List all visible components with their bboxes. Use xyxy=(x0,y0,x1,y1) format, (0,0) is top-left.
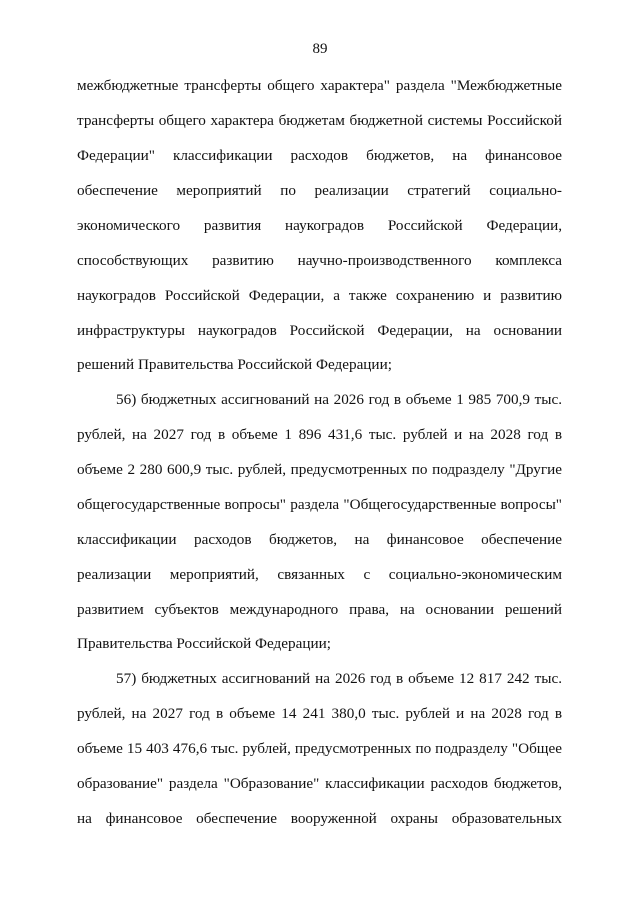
text-line: наукоградов Российской Федерации, а также сохранению и развитию xyxy=(77,287,562,304)
text-line: объеме 2 280 600,9 тыс. рублей, предусмотренных по подразделу "Другие xyxy=(77,461,562,478)
text-line: рублей, на 2027 год в объеме 1 896 431,6 тыс. рублей и на 2028 год в xyxy=(77,426,562,443)
text-line: классификации расходов бюджетов, на финансовое обеспечение xyxy=(77,531,562,548)
text-line: инфраструктуры наукоградов Российской Федерации, на основании xyxy=(77,322,562,339)
text-line: развитием субъектов международного права, на основании решений xyxy=(77,601,562,618)
text-line: рублей, на 2027 год в объеме 14 241 380,0 тыс. рублей и на 2028 год в xyxy=(77,705,562,722)
text-line: обеспечение мероприятий по реализации стратегий социально- xyxy=(77,182,562,199)
text-line: способствующих развитию научно-производственного комплекса xyxy=(77,252,562,269)
text-line: Правительства Российской Федерации; xyxy=(77,635,331,652)
text-line: межбюджетные трансферты общего характера" раздела "Межбюджетные xyxy=(77,77,562,94)
paragraph-start-line: 56) бюджетных ассигнований на 2026 год в объеме 1 985 700,9 тыс. xyxy=(116,391,562,408)
text-line: решений Правительства Российской Федерации; xyxy=(77,356,392,373)
page-number: 89 xyxy=(312,41,328,57)
text-line: на финансовое обеспечение вооруженной охраны образовательных xyxy=(77,810,562,827)
text-line: общегосударственные вопросы" раздела "Общегосударственные вопросы" xyxy=(77,496,562,513)
text-line: объеме 15 403 476,6 тыс. рублей, предусмотренных по подразделу "Общее xyxy=(77,740,562,757)
text-line: экономического развития наукоградов Российской Федерации, xyxy=(77,217,562,234)
text-line: Федерации" классификации расходов бюджетов, на финансовое xyxy=(77,147,562,164)
text-line: реализации мероприятий, связанных с социально-экономическим xyxy=(77,566,562,583)
text-line: трансферты общего характера бюджетам бюджетной системы Российской xyxy=(77,112,562,129)
paragraph-start-line: 57) бюджетных ассигнований на 2026 год в объеме 12 817 242 тыс. xyxy=(116,670,562,687)
text-line: образование" раздела "Образование" классификации расходов бюджетов, xyxy=(77,775,562,792)
